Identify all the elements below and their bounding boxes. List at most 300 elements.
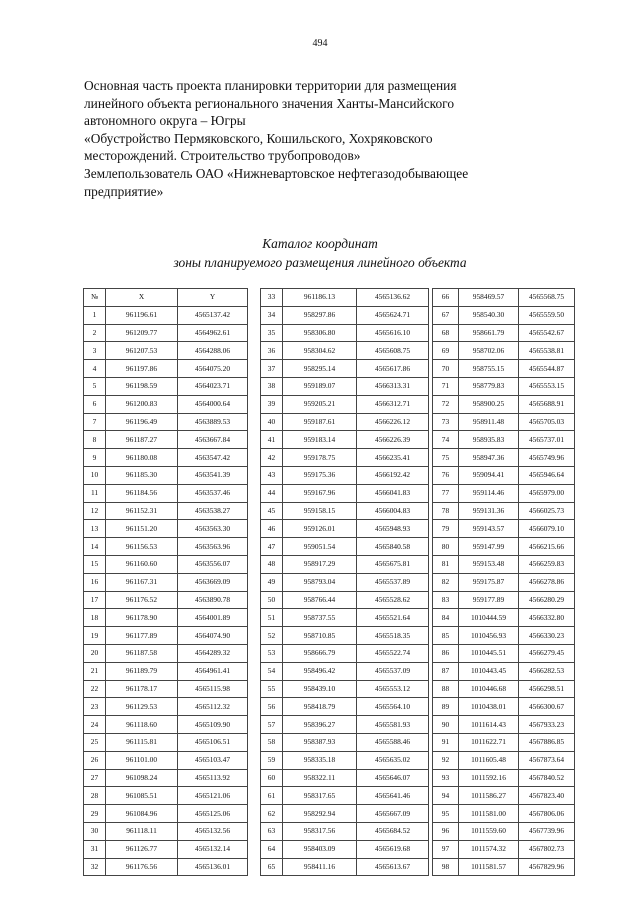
table-row: [84, 324, 248, 342]
y-coordinate-cell: 4565559.50: [519, 306, 575, 324]
header-line: Землепользователь ОАО «Нижневартовское нефтегазодобывающее: [84, 165, 469, 181]
x-coordinate-cell: 1011622.71: [459, 733, 519, 751]
y-coordinate-cell: 4565106.51: [178, 733, 248, 751]
header-line: Основная часть проекта планировки территории для размещения: [84, 78, 457, 93]
x-coordinate-cell: 961177.89: [106, 627, 178, 645]
x-coordinate-cell: 959183.14: [283, 431, 357, 449]
point-number-cell: 88: [433, 680, 459, 698]
y-coordinate-cell: 4567933.23: [519, 716, 575, 734]
coordinates-table-3: [432, 288, 575, 876]
table-row: [433, 413, 575, 431]
table-row: [261, 716, 429, 734]
point-number-cell: 74: [433, 431, 459, 449]
y-coordinate-cell: 4565688.91: [519, 395, 575, 413]
y-coordinate-cell: 4563890.78: [178, 591, 248, 609]
y-coordinate-cell: 4565564.10: [357, 698, 429, 716]
point-number-cell: 78: [433, 502, 459, 520]
x-coordinate-cell: 959189.07: [283, 377, 357, 395]
x-coordinate-cell: 959147.99: [459, 538, 519, 556]
page-number: 494: [312, 38, 328, 49]
point-number-cell: 42: [261, 449, 283, 467]
y-coordinate-cell: 4566330.23: [519, 627, 575, 645]
document-header: [84, 77, 554, 200]
x-coordinate-cell: 1011559.60: [459, 822, 519, 840]
x-coordinate-cell: 961098.24: [106, 769, 178, 787]
header-line: месторождений. Строительство трубопроводов»: [84, 148, 361, 164]
table-row: [261, 822, 429, 840]
x-coordinate-cell: 959205.21: [283, 395, 357, 413]
point-number-cell: 50: [261, 591, 283, 609]
y-coordinate-cell: 4565518.35: [357, 627, 429, 645]
point-number-cell: 64: [261, 840, 283, 858]
y-coordinate-cell: 4563541.39: [178, 466, 248, 484]
table-row: [84, 413, 248, 431]
x-coordinate-cell: 961200.83: [106, 395, 178, 413]
table-row: [84, 466, 248, 484]
y-coordinate-cell: 4566300.67: [519, 698, 575, 716]
table-row: [261, 627, 429, 645]
y-coordinate-cell: 4566004.83: [357, 502, 429, 520]
point-number-cell: 12: [84, 502, 106, 520]
table-row: [433, 805, 575, 823]
table-row: [84, 395, 248, 413]
caption-line: зоны планируемого размещения линейного объекта: [173, 255, 467, 270]
y-coordinate-cell: 4565948.93: [357, 520, 429, 538]
x-coordinate-cell: 1010438.01: [459, 698, 519, 716]
point-number-cell: 93: [433, 769, 459, 787]
table-row: [433, 342, 575, 360]
y-coordinate-cell: 4567829.96: [519, 858, 575, 876]
y-coordinate-cell: 4564023.71: [178, 377, 248, 395]
y-coordinate-cell: 4565537.09: [357, 662, 429, 680]
x-coordinate-cell: 1010456.93: [459, 627, 519, 645]
x-coordinate-cell: 961118.60: [106, 716, 178, 734]
table-row: [433, 769, 575, 787]
number-header: №: [84, 289, 106, 307]
y-coordinate-cell: 4566298.51: [519, 680, 575, 698]
table-row: [84, 787, 248, 805]
table-row: [84, 306, 248, 324]
point-number-cell: 62: [261, 805, 283, 823]
point-number-cell: 96: [433, 822, 459, 840]
point-number-cell: 49: [261, 573, 283, 591]
x-coordinate-cell: 959167.96: [283, 484, 357, 502]
table-row: [261, 502, 429, 520]
x-coordinate-cell: 959153.48: [459, 555, 519, 573]
y-coordinate-cell: 4566332.80: [519, 609, 575, 627]
point-number-cell: 30: [84, 822, 106, 840]
table-row: [261, 591, 429, 609]
x-coordinate-cell: 1011605.48: [459, 751, 519, 769]
y-coordinate-cell: 4564074.90: [178, 627, 248, 645]
table-row: [261, 787, 429, 805]
x-coordinate-cell: 1011592.16: [459, 769, 519, 787]
point-number-cell: 4: [84, 360, 106, 378]
point-number-cell: 28: [84, 787, 106, 805]
y-coordinate-cell: 4563538.27: [178, 502, 248, 520]
y-coordinate-cell: 4565749.96: [519, 449, 575, 467]
table-row: [261, 751, 429, 769]
table-row: [84, 751, 248, 769]
point-number-cell: 44: [261, 484, 283, 502]
y-coordinate-cell: 4565115.98: [178, 680, 248, 698]
y-coordinate-cell: 4565617.86: [357, 360, 429, 378]
point-number-cell: 51: [261, 609, 283, 627]
table-row: [84, 822, 248, 840]
x-coordinate-cell: 958540.30: [459, 306, 519, 324]
y-coordinate-cell: 4564075.20: [178, 360, 248, 378]
point-number-cell: 97: [433, 840, 459, 858]
x-coordinate-cell: 958297.86: [283, 306, 357, 324]
table-row: [84, 858, 248, 876]
y-coordinate-cell: 4565684.52: [357, 822, 429, 840]
y-coordinate-cell: 4567739.96: [519, 822, 575, 840]
x-coordinate-cell: 958793.04: [283, 573, 357, 591]
point-number-cell: 58: [261, 733, 283, 751]
y-coordinate-cell: 4566278.86: [519, 573, 575, 591]
table-row: [84, 502, 248, 520]
x-coordinate-cell: 959177.89: [459, 591, 519, 609]
x-coordinate-cell: 959126.01: [283, 520, 357, 538]
y-coordinate-cell: 4565635.02: [357, 751, 429, 769]
x-coordinate-cell: 961176.56: [106, 858, 178, 876]
point-number-cell: 45: [261, 502, 283, 520]
point-number-cell: 39: [261, 395, 283, 413]
y-coordinate-cell: 4563537.46: [178, 484, 248, 502]
y-coordinate-cell: 4567886.85: [519, 733, 575, 751]
y-coordinate-cell: 4565553.15: [519, 377, 575, 395]
point-number-cell: 70: [433, 360, 459, 378]
point-number-cell: 63: [261, 822, 283, 840]
table-header-row: [84, 289, 248, 307]
x-coordinate-cell: 958335.18: [283, 751, 357, 769]
x-coordinate-cell: 959051.54: [283, 538, 357, 556]
y-coordinate-cell: 4565109.90: [178, 716, 248, 734]
point-number-cell: 40: [261, 413, 283, 431]
point-number-cell: 83: [433, 591, 459, 609]
table-row: [261, 769, 429, 787]
table-row: [261, 360, 429, 378]
y-coordinate-cell: 4565112.32: [178, 698, 248, 716]
table-row: [84, 662, 248, 680]
table-row: [261, 573, 429, 591]
y-coordinate-cell: 4563556.07: [178, 555, 248, 573]
table-row: [84, 627, 248, 645]
y-coordinate-cell: 4563889.53: [178, 413, 248, 431]
table-row: [433, 573, 575, 591]
point-number-cell: 37: [261, 360, 283, 378]
y-coordinate-cell: 4565840.58: [357, 538, 429, 556]
table-row: [84, 449, 248, 467]
y-coordinate-cell: 4563667.84: [178, 431, 248, 449]
table-row: [433, 680, 575, 698]
x-coordinate-cell: 958396.27: [283, 716, 357, 734]
coordinates-table-2: [260, 288, 429, 876]
y-coordinate-cell: 4565542.67: [519, 324, 575, 342]
table-row: [84, 716, 248, 734]
point-number-cell: 48: [261, 555, 283, 573]
x-header: X: [106, 289, 178, 307]
table-row: [261, 449, 429, 467]
x-coordinate-cell: 1010443.45: [459, 662, 519, 680]
point-number-cell: 86: [433, 644, 459, 662]
point-number-cell: 91: [433, 733, 459, 751]
table-row: [84, 573, 248, 591]
table-row: [84, 644, 248, 662]
point-number-cell: 36: [261, 342, 283, 360]
point-number-cell: 54: [261, 662, 283, 680]
x-coordinate-cell: 961115.81: [106, 733, 178, 751]
y-coordinate-cell: 4566312.71: [357, 395, 429, 413]
x-coordinate-cell: 958322.11: [283, 769, 357, 787]
x-coordinate-cell: 961197.86: [106, 360, 178, 378]
y-coordinate-cell: 4567806.06: [519, 805, 575, 823]
x-coordinate-cell: 959158.15: [283, 502, 357, 520]
y-coordinate-cell: 4565624.71: [357, 306, 429, 324]
table-row: [84, 680, 248, 698]
x-coordinate-cell: 961085.51: [106, 787, 178, 805]
x-coordinate-cell: 961084.96: [106, 805, 178, 823]
table-row: [84, 840, 248, 858]
y-coordinate-cell: 4565137.42: [178, 306, 248, 324]
table-row: [433, 360, 575, 378]
y-coordinate-cell: 4565641.46: [357, 787, 429, 805]
x-coordinate-cell: 961187.27: [106, 431, 178, 449]
x-coordinate-cell: 958304.62: [283, 342, 357, 360]
y-coordinate-cell: 4567840.52: [519, 769, 575, 787]
x-coordinate-cell: 1011614.43: [459, 716, 519, 734]
point-number-cell: 59: [261, 751, 283, 769]
point-number-cell: 22: [84, 680, 106, 698]
x-coordinate-cell: 961209.77: [106, 324, 178, 342]
point-number-cell: 23: [84, 698, 106, 716]
x-coordinate-cell: 961196.61: [106, 306, 178, 324]
x-coordinate-cell: 961186.13: [283, 289, 357, 307]
x-coordinate-cell: 961129.53: [106, 698, 178, 716]
y-coordinate-cell: 4563563.30: [178, 520, 248, 538]
x-coordinate-cell: 958387.93: [283, 733, 357, 751]
point-number-cell: 29: [84, 805, 106, 823]
table-row: [84, 591, 248, 609]
x-coordinate-cell: 958766.44: [283, 591, 357, 609]
table-row: [84, 360, 248, 378]
point-number-cell: 87: [433, 662, 459, 680]
x-coordinate-cell: 959131.36: [459, 502, 519, 520]
y-coordinate-cell: 4563563.96: [178, 538, 248, 556]
x-coordinate-cell: 959143.57: [459, 520, 519, 538]
y-coordinate-cell: 4565581.93: [357, 716, 429, 734]
table-row: [433, 644, 575, 662]
x-coordinate-cell: 961176.52: [106, 591, 178, 609]
y-coordinate-cell: 4565125.06: [178, 805, 248, 823]
table-row: [261, 609, 429, 627]
y-coordinate-cell: 4566279.45: [519, 644, 575, 662]
point-number-cell: 43: [261, 466, 283, 484]
table-row: [261, 484, 429, 502]
point-number-cell: 80: [433, 538, 459, 556]
table-row: [261, 289, 429, 307]
table-row: [433, 377, 575, 395]
x-coordinate-cell: 961189.79: [106, 662, 178, 680]
x-coordinate-cell: 958935.83: [459, 431, 519, 449]
point-number-cell: 24: [84, 716, 106, 734]
point-number-cell: 21: [84, 662, 106, 680]
point-number-cell: 35: [261, 324, 283, 342]
y-coordinate-cell: 4566280.29: [519, 591, 575, 609]
y-coordinate-cell: 4564001.89: [178, 609, 248, 627]
y-coordinate-cell: 4565737.01: [519, 431, 575, 449]
x-coordinate-cell: 961207.53: [106, 342, 178, 360]
point-number-cell: 81: [433, 555, 459, 573]
point-number-cell: 38: [261, 377, 283, 395]
y-coordinate-cell: 4565521.64: [357, 609, 429, 627]
point-number-cell: 7: [84, 413, 106, 431]
point-number-cell: 72: [433, 395, 459, 413]
x-coordinate-cell: 958418.79: [283, 698, 357, 716]
y-coordinate-cell: 4565136.01: [178, 858, 248, 876]
point-number-cell: 52: [261, 627, 283, 645]
x-coordinate-cell: 958917.29: [283, 555, 357, 573]
x-coordinate-cell: 1010444.59: [459, 609, 519, 627]
header-line: предприятие»: [84, 183, 164, 199]
x-coordinate-cell: 961185.30: [106, 466, 178, 484]
point-number-cell: 84: [433, 609, 459, 627]
table-row: [261, 431, 429, 449]
point-number-cell: 10: [84, 466, 106, 484]
x-coordinate-cell: 959178.75: [283, 449, 357, 467]
x-coordinate-cell: 958496.42: [283, 662, 357, 680]
y-coordinate-cell: 4565538.81: [519, 342, 575, 360]
point-number-cell: 17: [84, 591, 106, 609]
y-coordinate-cell: 4565675.81: [357, 555, 429, 573]
x-coordinate-cell: 1010446.68: [459, 680, 519, 698]
y-coordinate-cell: 4566313.31: [357, 377, 429, 395]
point-number-cell: 94: [433, 787, 459, 805]
x-coordinate-cell: 1011581.00: [459, 805, 519, 823]
y-coordinate-cell: 4566192.42: [357, 466, 429, 484]
table-row: [433, 698, 575, 716]
x-coordinate-cell: 961178.90: [106, 609, 178, 627]
y-coordinate-cell: 4566041.83: [357, 484, 429, 502]
table-row: [433, 324, 575, 342]
y-coordinate-cell: 4566282.53: [519, 662, 575, 680]
x-coordinate-cell: 959094.41: [459, 466, 519, 484]
x-coordinate-cell: 958292.94: [283, 805, 357, 823]
table-row: [84, 342, 248, 360]
point-number-cell: 60: [261, 769, 283, 787]
table-row: [261, 858, 429, 876]
point-number-cell: 57: [261, 716, 283, 734]
point-number-cell: 20: [84, 644, 106, 662]
catalog-caption: [0, 234, 640, 272]
y-coordinate-cell: 4564289.32: [178, 644, 248, 662]
header-line: «Обустройство Пермяковского, Кошильского, Хохряковского: [84, 130, 433, 146]
point-number-cell: 8: [84, 431, 106, 449]
point-number-cell: 65: [261, 858, 283, 876]
point-number-cell: 89: [433, 698, 459, 716]
y-coordinate-cell: 4565646.07: [357, 769, 429, 787]
y-coordinate-cell: 4565522.74: [357, 644, 429, 662]
x-coordinate-cell: 959114.46: [459, 484, 519, 502]
x-coordinate-cell: 958900.25: [459, 395, 519, 413]
table-row: [84, 377, 248, 395]
table-row: [433, 627, 575, 645]
x-coordinate-cell: 958666.79: [283, 644, 357, 662]
y-coordinate-cell: 4565619.68: [357, 840, 429, 858]
table-row: [433, 520, 575, 538]
table-row: [261, 466, 429, 484]
x-coordinate-cell: 958911.48: [459, 413, 519, 431]
table-row: [433, 609, 575, 627]
y-coordinate-cell: 4565979.00: [519, 484, 575, 502]
point-number-cell: 79: [433, 520, 459, 538]
table-row: [433, 502, 575, 520]
table-row: [433, 787, 575, 805]
point-number-cell: 14: [84, 538, 106, 556]
point-number-cell: 32: [84, 858, 106, 876]
table-row: [433, 662, 575, 680]
y-coordinate-cell: 4567802.73: [519, 840, 575, 858]
point-number-cell: 16: [84, 573, 106, 591]
point-number-cell: 90: [433, 716, 459, 734]
y-coordinate-cell: 4565553.12: [357, 680, 429, 698]
y-coordinate-cell: 4565705.03: [519, 413, 575, 431]
point-number-cell: 82: [433, 573, 459, 591]
caption-line: Каталог координат: [262, 236, 378, 251]
table-row: [433, 840, 575, 858]
point-number-cell: 66: [433, 289, 459, 307]
table-row: [261, 413, 429, 431]
y-coordinate-cell: 4565588.46: [357, 733, 429, 751]
y-coordinate-cell: 4564962.61: [178, 324, 248, 342]
point-number-cell: 92: [433, 751, 459, 769]
table-row: [433, 822, 575, 840]
table-row: [433, 733, 575, 751]
x-coordinate-cell: 961118.11: [106, 822, 178, 840]
y-coordinate-cell: 4565544.87: [519, 360, 575, 378]
point-number-cell: 55: [261, 680, 283, 698]
point-number-cell: 47: [261, 538, 283, 556]
y-coordinate-cell: 4564288.06: [178, 342, 248, 360]
table-row: [433, 716, 575, 734]
y-coordinate-cell: 4565613.67: [357, 858, 429, 876]
table-row: [84, 484, 248, 502]
table-row: [84, 698, 248, 716]
x-coordinate-cell: 961196.49: [106, 413, 178, 431]
point-number-cell: 19: [84, 627, 106, 645]
point-number-cell: 61: [261, 787, 283, 805]
x-coordinate-cell: 958755.15: [459, 360, 519, 378]
x-coordinate-cell: 961187.58: [106, 644, 178, 662]
y-coordinate-cell: 4565136.62: [357, 289, 429, 307]
point-number-cell: 33: [261, 289, 283, 307]
x-coordinate-cell: 958411.16: [283, 858, 357, 876]
y-coordinate-cell: 4565946.64: [519, 466, 575, 484]
x-coordinate-cell: 961126.77: [106, 840, 178, 858]
table-row: [261, 805, 429, 823]
x-coordinate-cell: 958317.56: [283, 822, 357, 840]
y-coordinate-cell: 4565528.62: [357, 591, 429, 609]
x-coordinate-cell: 958779.83: [459, 377, 519, 395]
table-row: [84, 431, 248, 449]
table-row: [261, 644, 429, 662]
x-coordinate-cell: 958317.65: [283, 787, 357, 805]
point-number-cell: 98: [433, 858, 459, 876]
point-number-cell: 26: [84, 751, 106, 769]
point-number-cell: 95: [433, 805, 459, 823]
x-coordinate-cell: 958947.36: [459, 449, 519, 467]
table-row: [261, 733, 429, 751]
